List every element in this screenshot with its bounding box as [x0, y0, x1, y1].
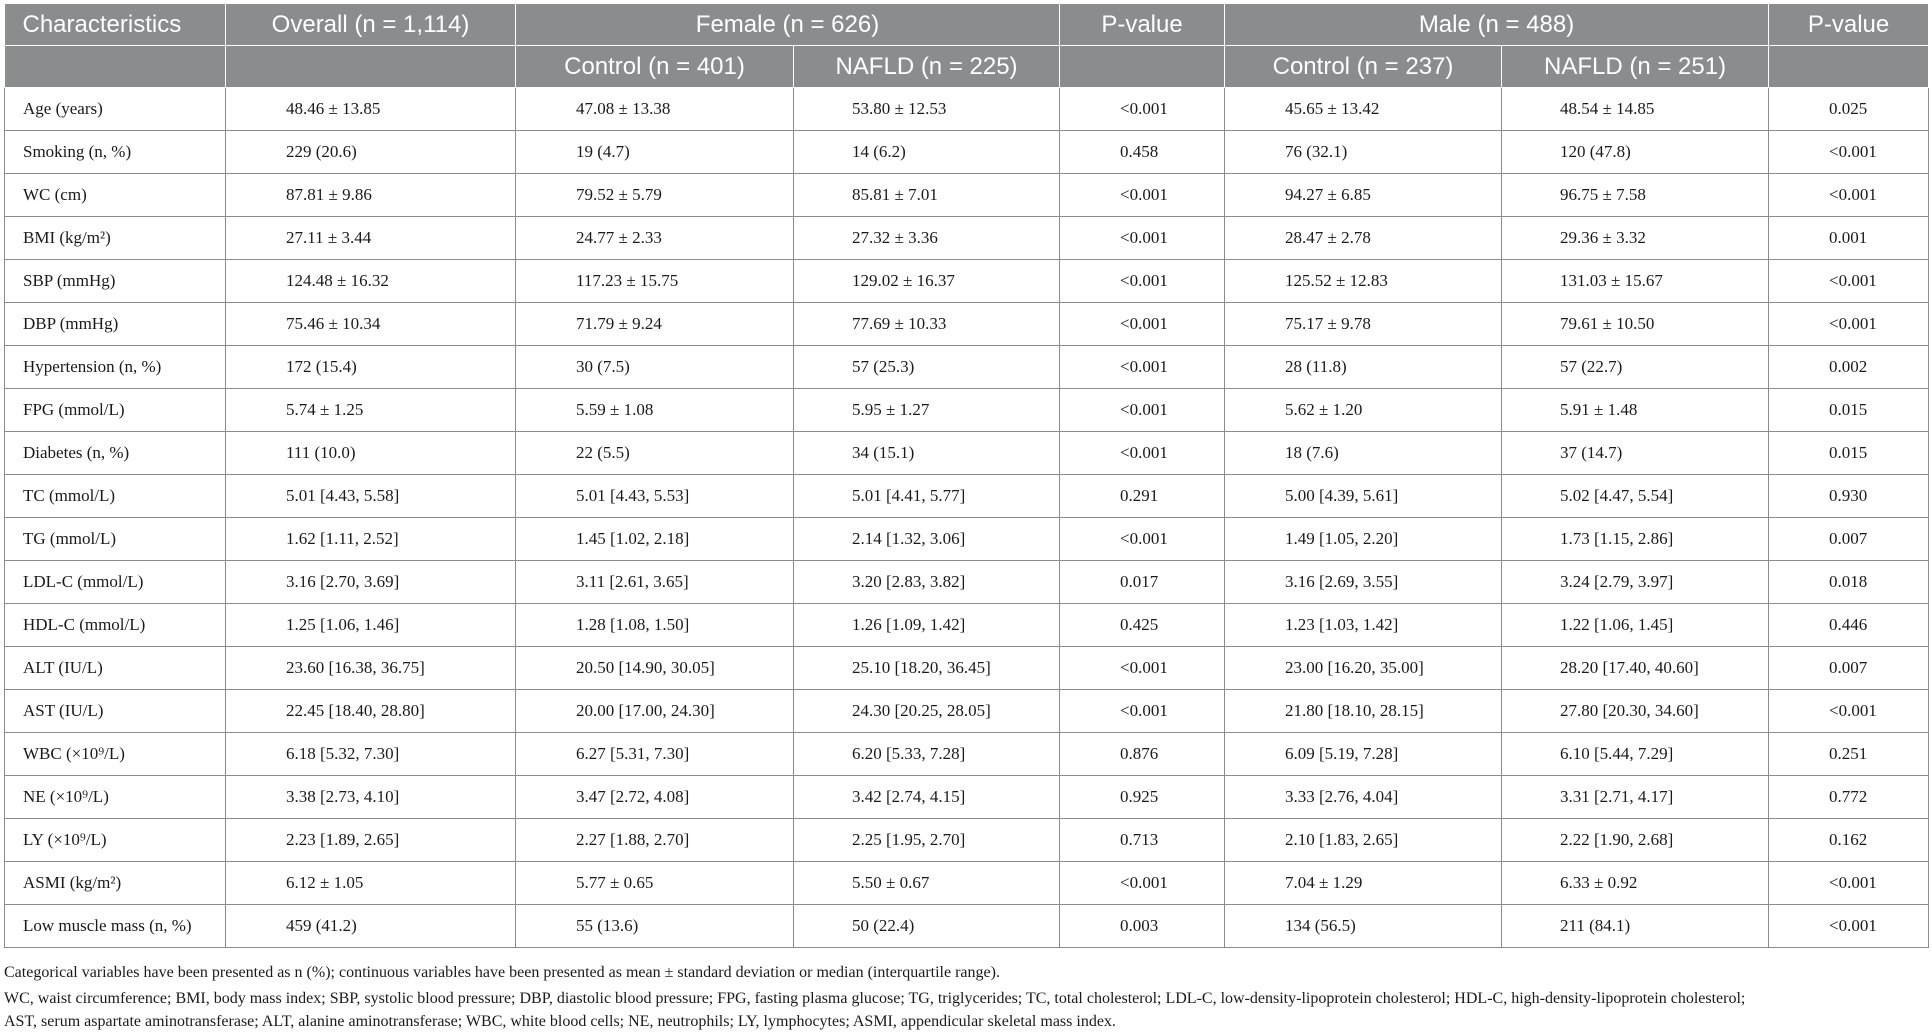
- female-control-cell: 5.01 [4.43, 5.53]: [516, 475, 794, 518]
- male-pvalue-cell: 0.015: [1769, 389, 1929, 432]
- male-nafld-cell: 6.10 [5.44, 7.29]: [1502, 733, 1769, 776]
- overall-cell: 1.62 [1.11, 2.52]: [226, 518, 516, 561]
- female-pvalue-cell: 0.425: [1060, 604, 1225, 647]
- female-nafld-cell: 24.30 [20.25, 28.05]: [794, 690, 1060, 733]
- male-control-cell: 28 (11.8): [1225, 346, 1502, 389]
- female-nafld-cell: 5.50 ± 0.67: [794, 862, 1060, 905]
- table-row: [5, 260, 1929, 303]
- table-row: [5, 346, 1929, 389]
- overall-cell: 23.60 [16.38, 36.75]: [226, 647, 516, 690]
- header-female-control: Control (n = 401): [516, 46, 794, 88]
- female-nafld-cell: 27.32 ± 3.36: [794, 217, 1060, 260]
- female-pvalue-cell: <0.001: [1060, 389, 1225, 432]
- characteristic-cell: TG (mmol/L): [5, 518, 226, 561]
- table-row: [5, 303, 1929, 346]
- female-pvalue-cell: <0.001: [1060, 862, 1225, 905]
- male-nafld-cell: 3.31 [2.71, 4.17]: [1502, 776, 1769, 819]
- overall-cell: 75.46 ± 10.34: [226, 303, 516, 346]
- male-pvalue-cell: 0.446: [1769, 604, 1929, 647]
- female-pvalue-cell: <0.001: [1060, 518, 1225, 561]
- characteristic-cell: Age (years): [5, 88, 226, 131]
- male-nafld-cell: 37 (14.7): [1502, 432, 1769, 475]
- characteristic-cell: Diabetes (n, %): [5, 432, 226, 475]
- male-pvalue-cell: <0.001: [1769, 260, 1929, 303]
- overall-cell: 3.38 [2.73, 4.10]: [226, 776, 516, 819]
- characteristic-cell: ALT (IU/L): [5, 647, 226, 690]
- male-control-cell: 1.49 [1.05, 2.20]: [1225, 518, 1502, 561]
- male-pvalue-cell: <0.001: [1769, 862, 1929, 905]
- overall-cell: 27.11 ± 3.44: [226, 217, 516, 260]
- characteristic-cell: TC (mmol/L): [5, 475, 226, 518]
- female-control-cell: 71.79 ± 9.24: [516, 303, 794, 346]
- female-nafld-cell: 34 (15.1): [794, 432, 1060, 475]
- female-nafld-cell: 14 (6.2): [794, 131, 1060, 174]
- overall-cell: 229 (20.6): [226, 131, 516, 174]
- table-row: [5, 862, 1929, 905]
- table-row: [5, 690, 1929, 733]
- female-control-cell: 2.27 [1.88, 2.70]: [516, 819, 794, 862]
- header-female-nafld: NAFLD (n = 225): [794, 46, 1060, 88]
- female-control-cell: 117.23 ± 15.75: [516, 260, 794, 303]
- header-row-1: [5, 4, 1929, 46]
- header-pvalue-male: P-value: [1769, 4, 1929, 46]
- female-control-cell: 1.45 [1.02, 2.18]: [516, 518, 794, 561]
- female-nafld-cell: 77.69 ± 10.33: [794, 303, 1060, 346]
- male-pvalue-cell: <0.001: [1769, 905, 1929, 948]
- footnote-1: Categorical variables have been presented as n (%); continuous variables have been presented as mean ± standard deviation or median (interquartile range).: [4, 964, 1000, 981]
- table-row: [5, 174, 1929, 217]
- male-pvalue-cell: 0.251: [1769, 733, 1929, 776]
- female-control-cell: 30 (7.5): [516, 346, 794, 389]
- overall-cell: 124.48 ± 16.32: [226, 260, 516, 303]
- male-control-cell: 2.10 [1.83, 2.65]: [1225, 819, 1502, 862]
- characteristic-cell: WBC (×10⁹/L): [5, 733, 226, 776]
- female-control-cell: 55 (13.6): [516, 905, 794, 948]
- female-pvalue-cell: <0.001: [1060, 88, 1225, 131]
- overall-cell: 1.25 [1.06, 1.46]: [226, 604, 516, 647]
- female-pvalue-cell: 0.458: [1060, 131, 1225, 174]
- female-pvalue-cell: 0.291: [1060, 475, 1225, 518]
- male-control-cell: 28.47 ± 2.78: [1225, 217, 1502, 260]
- female-pvalue-cell: 0.713: [1060, 819, 1225, 862]
- female-control-cell: 47.08 ± 13.38: [516, 88, 794, 131]
- male-nafld-cell: 48.54 ± 14.85: [1502, 88, 1769, 131]
- male-control-cell: 3.16 [2.69, 3.55]: [1225, 561, 1502, 604]
- table-row: [5, 475, 1929, 518]
- female-pvalue-cell: <0.001: [1060, 303, 1225, 346]
- male-control-cell: 7.04 ± 1.29: [1225, 862, 1502, 905]
- female-nafld-cell: 5.95 ± 1.27: [794, 389, 1060, 432]
- male-control-cell: 76 (32.1): [1225, 131, 1502, 174]
- female-control-cell: 6.27 [5.31, 7.30]: [516, 733, 794, 776]
- male-nafld-cell: 120 (47.8): [1502, 131, 1769, 174]
- female-pvalue-cell: <0.001: [1060, 690, 1225, 733]
- male-nafld-cell: 3.24 [2.79, 3.97]: [1502, 561, 1769, 604]
- female-nafld-cell: 2.25 [1.95, 2.70]: [794, 819, 1060, 862]
- female-control-cell: 1.28 [1.08, 1.50]: [516, 604, 794, 647]
- table-row: [5, 905, 1929, 948]
- female-control-cell: 20.00 [17.00, 24.30]: [516, 690, 794, 733]
- male-nafld-cell: 96.75 ± 7.58: [1502, 174, 1769, 217]
- male-pvalue-cell: <0.001: [1769, 174, 1929, 217]
- male-control-cell: 6.09 [5.19, 7.28]: [1225, 733, 1502, 776]
- table-row: [5, 733, 1929, 776]
- characteristics-table: [4, 4, 1929, 948]
- male-pvalue-cell: 0.025: [1769, 88, 1929, 131]
- male-pvalue-cell: <0.001: [1769, 690, 1929, 733]
- female-nafld-cell: 85.81 ± 7.01: [794, 174, 1060, 217]
- female-nafld-cell: 3.42 [2.74, 4.15]: [794, 776, 1060, 819]
- overall-cell: 5.74 ± 1.25: [226, 389, 516, 432]
- table-row: [5, 561, 1929, 604]
- male-pvalue-cell: 0.007: [1769, 647, 1929, 690]
- table-row: [5, 604, 1929, 647]
- characteristic-cell: FPG (mmol/L): [5, 389, 226, 432]
- male-nafld-cell: 57 (22.7): [1502, 346, 1769, 389]
- overall-cell: 3.16 [2.70, 3.69]: [226, 561, 516, 604]
- female-nafld-cell: 50 (22.4): [794, 905, 1060, 948]
- female-pvalue-cell: <0.001: [1060, 432, 1225, 475]
- male-pvalue-cell: 0.930: [1769, 475, 1929, 518]
- male-pvalue-cell: 0.007: [1769, 518, 1929, 561]
- female-control-cell: 5.59 ± 1.08: [516, 389, 794, 432]
- overall-cell: 111 (10.0): [226, 432, 516, 475]
- characteristic-cell: WC (cm): [5, 174, 226, 217]
- female-control-cell: 79.52 ± 5.79: [516, 174, 794, 217]
- overall-cell: 48.46 ± 13.85: [226, 88, 516, 131]
- table-row: [5, 217, 1929, 260]
- male-control-cell: 23.00 [16.20, 35.00]: [1225, 647, 1502, 690]
- header-male: Male (n = 488): [1225, 4, 1769, 46]
- female-pvalue-cell: 0.925: [1060, 776, 1225, 819]
- overall-cell: 6.18 [5.32, 7.30]: [226, 733, 516, 776]
- header-characteristics: Characteristics: [5, 4, 226, 46]
- male-control-cell: 18 (7.6): [1225, 432, 1502, 475]
- male-nafld-cell: 79.61 ± 10.50: [1502, 303, 1769, 346]
- footnote-2: WC, waist circumference; BMI, body mass index; SBP, systolic blood pressure; DBP, diastolic blood pressure; FPG, fasting plasma glucose; TG, triglycerides; TC, total cholesterol; LDL-C, low-density-lipoprotein cholesterol; HDL-C, high-density-lipoprotein cholesterol;: [4, 990, 1746, 1007]
- female-nafld-cell: 6.20 [5.33, 7.28]: [794, 733, 1060, 776]
- characteristic-cell: LDL-C (mmol/L): [5, 561, 226, 604]
- male-nafld-cell: 5.02 [4.47, 5.54]: [1502, 475, 1769, 518]
- table-row: [5, 647, 1929, 690]
- overall-cell: 87.81 ± 9.86: [226, 174, 516, 217]
- male-control-cell: 94.27 ± 6.85: [1225, 174, 1502, 217]
- table-row: [5, 819, 1929, 862]
- male-control-cell: 5.62 ± 1.20: [1225, 389, 1502, 432]
- female-control-cell: 20.50 [14.90, 30.05]: [516, 647, 794, 690]
- male-pvalue-cell: 0.015: [1769, 432, 1929, 475]
- male-nafld-cell: 1.22 [1.06, 1.45]: [1502, 604, 1769, 647]
- characteristic-cell: LY (×10⁹/L): [5, 819, 226, 862]
- male-nafld-cell: 27.80 [20.30, 34.60]: [1502, 690, 1769, 733]
- overall-cell: 172 (15.4): [226, 346, 516, 389]
- table-row: [5, 88, 1929, 131]
- male-control-cell: 134 (56.5): [1225, 905, 1502, 948]
- female-control-cell: 3.47 [2.72, 4.08]: [516, 776, 794, 819]
- header-blank-2: [226, 46, 516, 88]
- female-nafld-cell: 129.02 ± 16.37: [794, 260, 1060, 303]
- male-pvalue-cell: <0.001: [1769, 131, 1929, 174]
- characteristic-cell: Smoking (n, %): [5, 131, 226, 174]
- male-control-cell: 21.80 [18.10, 28.15]: [1225, 690, 1502, 733]
- female-control-cell: 19 (4.7): [516, 131, 794, 174]
- female-pvalue-cell: <0.001: [1060, 260, 1225, 303]
- table-row: [5, 776, 1929, 819]
- header-female: Female (n = 626): [516, 4, 1060, 46]
- table-row: [5, 389, 1929, 432]
- male-control-cell: 1.23 [1.03, 1.42]: [1225, 604, 1502, 647]
- female-control-cell: 24.77 ± 2.33: [516, 217, 794, 260]
- characteristic-cell: DBP (mmHg): [5, 303, 226, 346]
- overall-cell: 22.45 [18.40, 28.80]: [226, 690, 516, 733]
- female-control-cell: 22 (5.5): [516, 432, 794, 475]
- male-nafld-cell: 1.73 [1.15, 2.86]: [1502, 518, 1769, 561]
- male-nafld-cell: 5.91 ± 1.48: [1502, 389, 1769, 432]
- header-male-control: Control (n = 237): [1225, 46, 1502, 88]
- female-nafld-cell: 5.01 [4.41, 5.77]: [794, 475, 1060, 518]
- female-pvalue-cell: 0.876: [1060, 733, 1225, 776]
- header-row-2: [5, 46, 1929, 88]
- male-control-cell: 125.52 ± 12.83: [1225, 260, 1502, 303]
- male-nafld-cell: 131.03 ± 15.67: [1502, 260, 1769, 303]
- characteristic-cell: ASMI (kg/m²): [5, 862, 226, 905]
- male-nafld-cell: 6.33 ± 0.92: [1502, 862, 1769, 905]
- female-nafld-cell: 2.14 [1.32, 3.06]: [794, 518, 1060, 561]
- header-blank-3: [1060, 46, 1225, 88]
- table-body: [5, 88, 1929, 948]
- male-pvalue-cell: 0.001: [1769, 217, 1929, 260]
- overall-cell: 6.12 ± 1.05: [226, 862, 516, 905]
- female-nafld-cell: 3.20 [2.83, 3.82]: [794, 561, 1060, 604]
- female-nafld-cell: 25.10 [18.20, 36.45]: [794, 647, 1060, 690]
- female-control-cell: 3.11 [2.61, 3.65]: [516, 561, 794, 604]
- characteristic-cell: SBP (mmHg): [5, 260, 226, 303]
- header-pvalue-female: P-value: [1060, 4, 1225, 46]
- male-control-cell: 3.33 [2.76, 4.04]: [1225, 776, 1502, 819]
- male-nafld-cell: 211 (84.1): [1502, 905, 1769, 948]
- male-nafld-cell: 29.36 ± 3.32: [1502, 217, 1769, 260]
- female-pvalue-cell: <0.001: [1060, 647, 1225, 690]
- table-row: [5, 131, 1929, 174]
- male-nafld-cell: 28.20 [17.40, 40.60]: [1502, 647, 1769, 690]
- male-nafld-cell: 2.22 [1.90, 2.68]: [1502, 819, 1769, 862]
- characteristic-cell: Hypertension (n, %): [5, 346, 226, 389]
- overall-cell: 459 (41.2): [226, 905, 516, 948]
- female-pvalue-cell: <0.001: [1060, 174, 1225, 217]
- header-overall: Overall (n = 1,114): [226, 4, 516, 46]
- female-nafld-cell: 57 (25.3): [794, 346, 1060, 389]
- characteristic-cell: Low muscle mass (n, %): [5, 905, 226, 948]
- male-pvalue-cell: 0.772: [1769, 776, 1929, 819]
- characteristic-cell: NE (×10⁹/L): [5, 776, 226, 819]
- male-pvalue-cell: 0.018: [1769, 561, 1929, 604]
- characteristic-cell: AST (IU/L): [5, 690, 226, 733]
- female-nafld-cell: 1.26 [1.09, 1.42]: [794, 604, 1060, 647]
- female-pvalue-cell: 0.017: [1060, 561, 1225, 604]
- header-blank-1: [5, 46, 226, 88]
- female-pvalue-cell: 0.003: [1060, 905, 1225, 948]
- male-pvalue-cell: 0.162: [1769, 819, 1929, 862]
- overall-cell: 2.23 [1.89, 2.65]: [226, 819, 516, 862]
- table-row: [5, 518, 1929, 561]
- female-pvalue-cell: <0.001: [1060, 346, 1225, 389]
- female-nafld-cell: 53.80 ± 12.53: [794, 88, 1060, 131]
- male-pvalue-cell: 0.002: [1769, 346, 1929, 389]
- male-control-cell: 75.17 ± 9.78: [1225, 303, 1502, 346]
- characteristic-cell: BMI (kg/m²): [5, 217, 226, 260]
- characteristic-cell: HDL-C (mmol/L): [5, 604, 226, 647]
- male-control-cell: 5.00 [4.39, 5.61]: [1225, 475, 1502, 518]
- table-row: [5, 432, 1929, 475]
- male-control-cell: 45.65 ± 13.42: [1225, 88, 1502, 131]
- header-blank-4: [1769, 46, 1929, 88]
- female-control-cell: 5.77 ± 0.65: [516, 862, 794, 905]
- male-pvalue-cell: <0.001: [1769, 303, 1929, 346]
- overall-cell: 5.01 [4.43, 5.58]: [226, 475, 516, 518]
- table-header: [5, 4, 1929, 88]
- header-male-nafld: NAFLD (n = 251): [1502, 46, 1769, 88]
- female-pvalue-cell: <0.001: [1060, 217, 1225, 260]
- footnote-3: AST, serum aspartate aminotransferase; ALT, alanine aminotransferase; WBC, white blood cells; NE, neutrophils; LY, lymphocytes; ASMI, appendicular skeletal mass index.: [4, 1013, 1116, 1030]
